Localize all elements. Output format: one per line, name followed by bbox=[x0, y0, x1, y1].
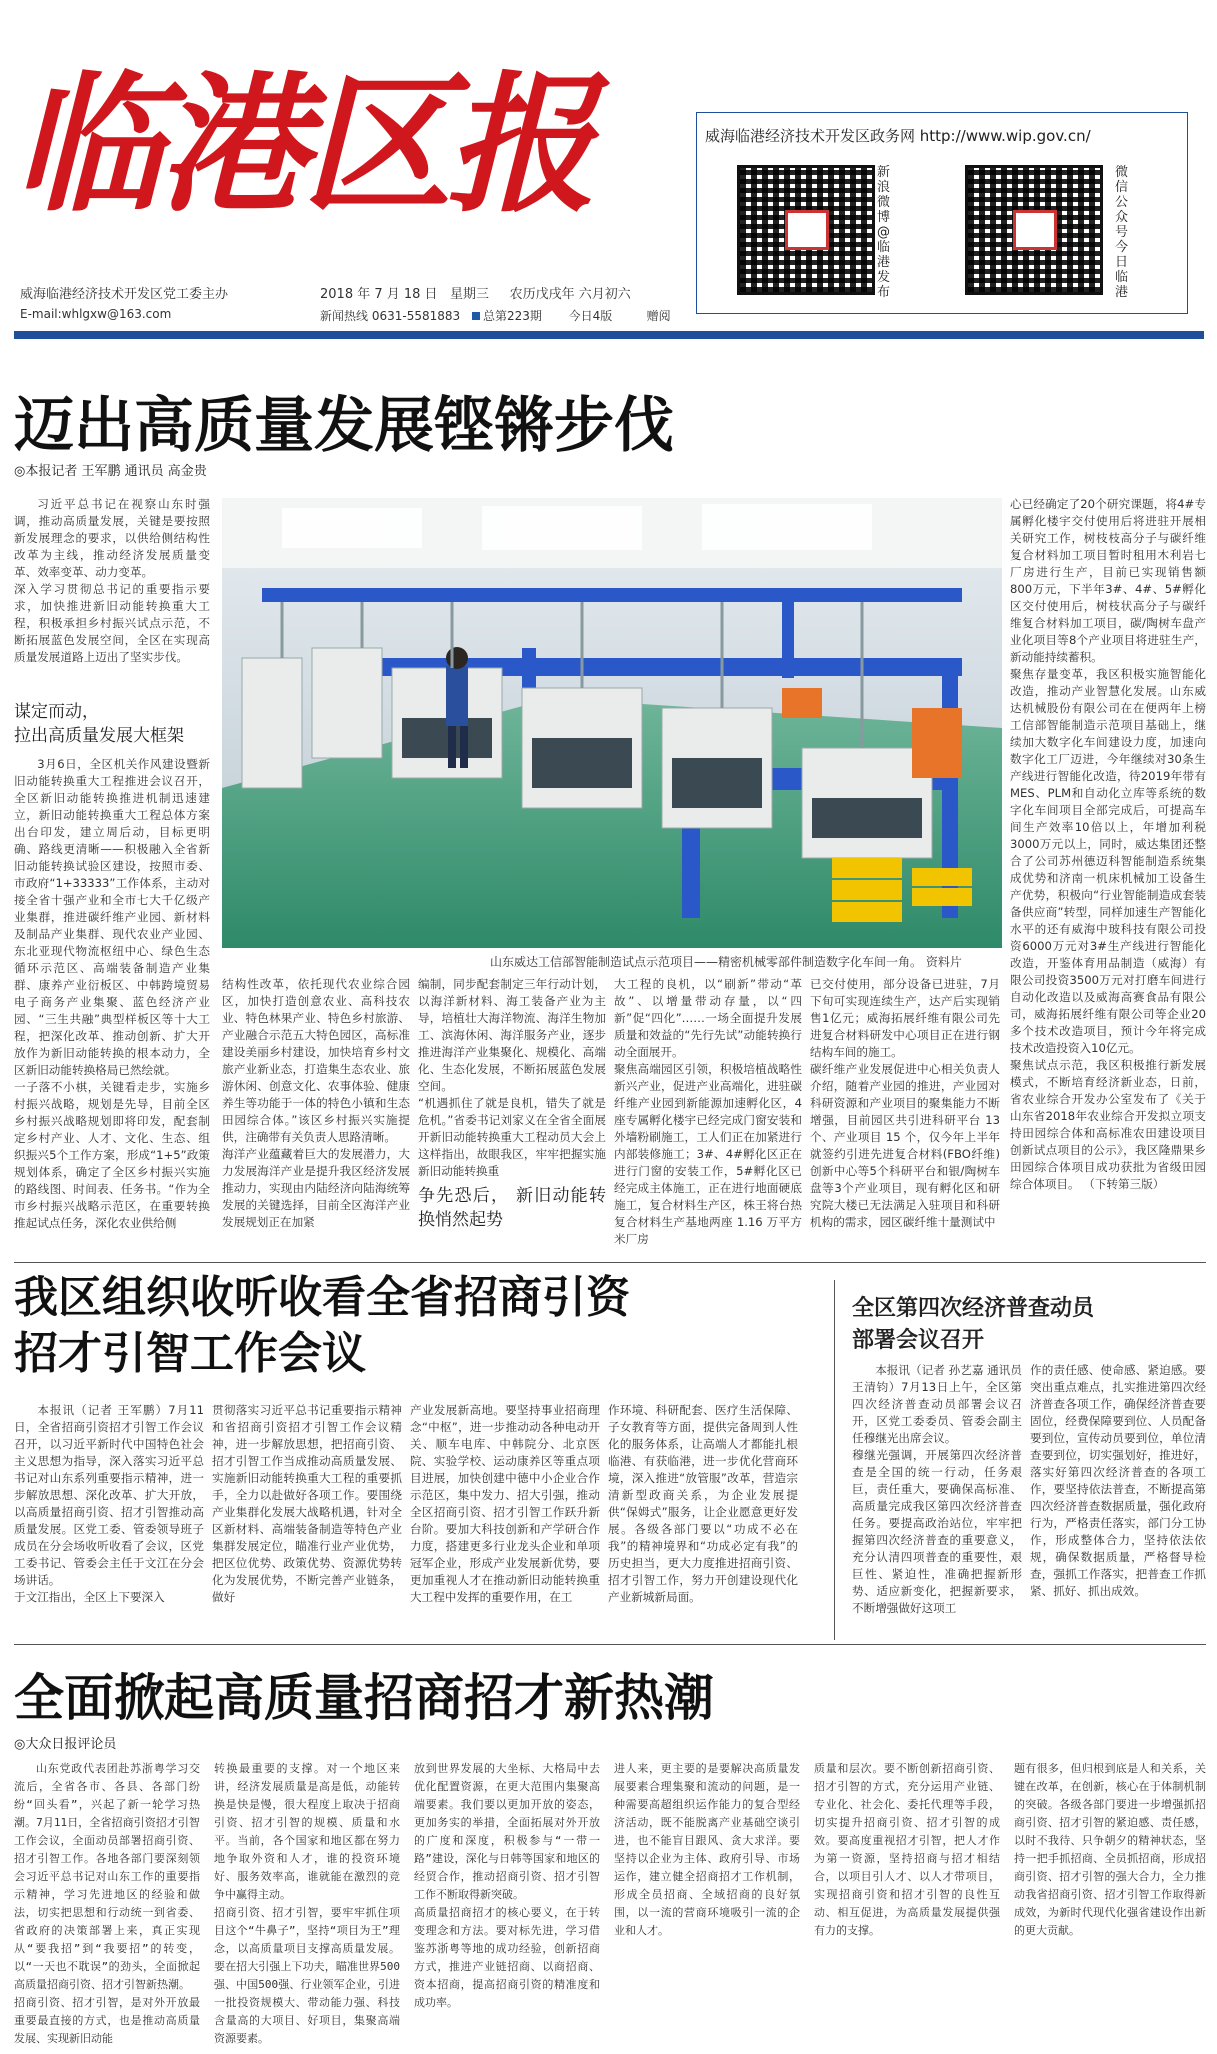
article4-col-c-wrap bbox=[414, 1760, 600, 2050]
article4-col-e: 质量和层次。要不断创新招商引资、招才引智的方式，充分运用产业链、专业化、社会化、委托代理等手段，切实提升招商引资、招才引智的成效。要高度重视招才引智，把人才作为第一资源，坚持招商与招才相结合，以项目引人才、以人才带项目，实现招商引资和招才引智的良性互动、相互促进，为高质量发展提供强有力的支撑。 bbox=[814, 1762, 1000, 1937]
article3-col-a: 本报讯（记者 孙艺嘉 通讯员 王清钧）7月13日上午，全区第四次经济普查动员部署会议召开，区党工委委员、管委会副主任穆继光出席会议。 穆继光强调，开展第四次经济普查是全国的统一行动，任务艰巨，责任重大，要确保高标准、高质量完成我区第四次经济普查任务。要提高政治站位，牢牢把握第四次经济普查的重要意义，充分认清四项普查的重要性，艰巨性、紧迫性，准确把握新形势、适应新变化，把握新要求，不断增强做好这项工 bbox=[852, 1363, 1022, 1615]
article2-col-c: 产业发展新高地。要坚持事业招商理念“中枢”，进一步推动动各种电动开关、顺车电库、中韩院分、北京医院、实验学校、运动康养区等重点项目进展，加快创建中德中小企业合作示范区，集中发力、招大引强，推动全区招商引资、招才引智工作跃升新台阶。要加大科技创新和产学研合作力度，搭建更多行业龙头企业和单项冠军企业，形成产业发展新优势，要更加重视人才在推动新旧动能转换重大工程中发挥的重要作用，在工 bbox=[410, 1403, 600, 1604]
factory-workshop-photo bbox=[222, 498, 1002, 948]
article2-col-d-wrap bbox=[608, 1402, 798, 1634]
article1-col-e-wrap bbox=[614, 976, 802, 1266]
article2-col-a: 本报讯（记者 王军鹏）7月11日，全省招商引资招才引智工作会议召开，以习近平新时代中国特色社会主义思想为指导，深入落实习近平总书记对山东系列重要指示精神，进一步解放思想、深化改革、扩大开放，以高质量招商引资、招才引智推动高质量发展。区党工委、管委领导班子成员在分会场收听收看了会议，区党工委书记、管委会主任于文江在分会场讲话。 于文江指出，全区上下要深入 bbox=[14, 1403, 204, 1604]
article3-col-b: 作的责任感、使命感、紧迫感。要突出重点难点，扎实推进第四次经济普查各项工作，确保经济普查要固位，经费保障要到位、人员配备要到位，宣传动员要到位，单位清查要到位，切实强划好，推进好，落实好第四次经济普查的各项工作，要坚持依法普查，不断提高第四次经济普查数据质量，强化政府行为，严格责任落实，部门分工协作，形成整体合力，坚持依法依规，确保数据质量，严格督导检查，强抓工作落实，把普查工作抓紧、抓好、抓出成效。 bbox=[1030, 1363, 1206, 1598]
article1-col-f-wrap bbox=[810, 976, 1000, 1266]
article1-intro bbox=[14, 496, 210, 686]
square-bullet-icon bbox=[472, 312, 480, 320]
article2-col-a-wrap bbox=[14, 1402, 204, 1634]
lunar-date: 农历戊戌年 六月初六 bbox=[509, 287, 631, 302]
issue-weekday: 星期三 bbox=[449, 287, 489, 302]
issue-date: 2018 年 7 月 18 日 bbox=[320, 287, 438, 302]
contact-email: E-mail:whlgxw@163.com bbox=[20, 307, 172, 321]
article2-headline: 我区组织收听收看全省招商引资 招才引智工作会议 bbox=[14, 1272, 630, 1379]
issue-date-line bbox=[320, 283, 631, 302]
hotline-line bbox=[320, 307, 671, 324]
article1-col-d: 编制，同步配套制定三年行动计划，以海洋新材料、海工装备产业为主导，培植壮大海洋物流、海洋生物加工、滨海休闲、海洋服务产业，逐步推进海洋产业集聚化、规模化、高端化、生态化发展，不断拓展蓝色发展空间。 “机遇抓住了就是良机，错失了就是危机。”省委书记刘家义在全省全面展开新旧动能转换重大工程动员大会上这样指出，故眼我区，牢牢把握实施新旧动能转换重 bbox=[418, 977, 606, 1178]
article4-byline: ◎大众日报评论员 bbox=[14, 1737, 117, 1752]
masthead-divider bbox=[14, 331, 1204, 339]
article1-col-b: 3月6日，全区机关作风建设暨新旧动能转换重大工程推进会议召开，全区新旧动能转换推进机制迅速建立，新旧动能转换重大工程总体方案出台印发，建立周后动，目标更明确、路线更清晰——积极融入全省新旧动能转换试验区建设，按照市委、市政府“1+33333”工作体系，主动对接全省十强产业和全市七大千亿级产业集群，推进碳纤维产业园、新材料及制品产业集群、现代农业产业园、东北亚现代物流枢纽中心、绿色生态循环示范区、高端装备制造产业集群、康养产业衍板区、中韩跨境贸易电子商务产业集聚、蓝色经济产业园、“三生共融”典型样板区等十大工程，把深化改革、推动创新、扩大开放作为新旧动能转换的根本动力，全区新旧动能转换格局已然绘就。 一子落不小棋，关键看走步，实施乡村振兴战略，规划是先导，目前全区乡村振兴战略规划即将印发，配套制定乡村产业、人才、文化、生态、组织振兴5个工作方案，形成“1+5”政策规划体系，确定了全区乡村振兴实施的路线图、时间表、任务书。“作为全市乡村振兴战略示范区，在重要转换推起试点任务，深化农业供给侧 bbox=[14, 757, 210, 1230]
article1-subhead1: 谋定而动， 拉出高质量发展大框架 bbox=[14, 702, 184, 746]
page-count: 今日4版 bbox=[568, 309, 613, 323]
article4-col-b-wrap bbox=[214, 1760, 400, 2050]
publisher-org: 威海临港经济技术开发区党工委主办 bbox=[20, 287, 229, 302]
qr-code-panel bbox=[696, 112, 1188, 314]
article2-col-b-wrap bbox=[212, 1402, 402, 1634]
article2-col-c-wrap bbox=[410, 1402, 600, 1634]
issue-number: 总第223期 bbox=[482, 309, 542, 323]
wechat-qr-code-icon[interactable] bbox=[965, 165, 1103, 295]
article4-col-d: 进人来，更主要的是要解决高质量发展要素合理集聚和流动的问题，是一种需要高超组织运作能力的复合型经济活动，既不能脱离产业基础空谈引进，也不能盲目跟风、贪大求洋。要坚持以企业为主体、政府引导、市场运作，建立健全招商招才工作机制，形成全员招商、全域招商的良好氛围，以一流的营商环境吸引一流的企业和人才。 bbox=[614, 1762, 800, 1937]
article1-col-f: 已交付使用，部分设备已进驻，7月下旬可实现连续生产，达产后实现销售1亿元；威海拓展纤维有限公司先进复合材料研发中心项目正在进行钢结构车间的施工。 碳纤维产业发展促进中心相关负责人介绍，随着产业园的推进，产业园对科研资源和产业项目的聚集能力不断增强，目前园区共引进科研平台 13 个、产业项目 15 个，仅今年上半年就签约引进先进复合材料(FBO纤维)创新中心等5个科研平台和银/陶树车盘等3个产业项目，现有孵化区和研究院大楼已无法满足入驻项目和科研机构的需求，园区碳纤维十量测试中 bbox=[810, 977, 1000, 1229]
article1-headline: 迈出高质量发展铿锵步伐 bbox=[14, 391, 674, 461]
article1-col-e: 大工程的良机，以“刷新”带动“革故”、以增量带动存量，以“四新”促“四化”……一场全面提升发展质量和效益的“先行先试”动能转换行动全面展开。 聚焦高端园区引领，积极培植战略性新兴产业，促进产业高端化，进驻碳纤维产业园到新能源加速孵化区，4座专属孵化楼宇已经完成门窗安装和外墙粉刷施工，工人们正在加紧进行内部装修施工；3#、4#孵化区正在进行门窗的安装工作，5#孵化区已经完成主体施工，正在进行地面硬底施工，复合材料生产区，株王将台热复合材料生产基地两座 1.16 万平方米厂房 bbox=[614, 977, 802, 1246]
article1-col-c-wrap bbox=[222, 976, 410, 1266]
wechat-qr-label: 微信公众号今日临港 bbox=[1115, 165, 1129, 300]
article1-section1 bbox=[14, 690, 210, 1290]
article1-col-a: 习近平总书记在视察山东时强调，推动高质量发展，关键是要按照新发展理念的要求，以供给侧结构性改革为主线，推动经济发展质量变革、效率变革、动力变革。 深入学习贯彻总书记的重要指示要求，加快推进新旧动能转换重大工程，积极承担乡村振兴试点示范，不断拓展蓝色发展空间，全区在实现高质量发展道路上迈出了坚实步伐。 bbox=[14, 497, 210, 664]
hotline-label: 新闻热线 bbox=[320, 309, 369, 323]
factory-photo-illustration bbox=[222, 498, 1002, 948]
article1-col-g: 心已经确定了20个研究课题，将4#专属孵化楼宇交付使用后将进驻开展相关研究工作，树枝枝高分子与碳纤维复合材料加工项目暂时租用木利岩七厂房进行生产，目前已实现销售额800万元，下半年3#、4#、5#孵化区交付使用后，树枝状高分子与碳纤维复合材料加工项目，碳/陶树车盘产业化项目等8个产业项目将进驻生产，新动能持续蓄积。 聚焦存量变革，我区积极实施智能化改造，推动产业智慧化发展。山东威达机械股份有限公司在在便两年上榜工信部智能制造示范项目基础上，继续加大数字化车间建设力度，加速向数字化工厂迈进，今年继续对30条生产线进行智能化改造，待2019年带有MES、PLM和自动化立库等系统的数字化车间项目全部完成后，可提高车间生产效率10倍以上，年增加利税3000万元以上，同时，威达集团还整合了公司苏州德迈科智能制造系统集成优势和济南一机床机械加工设备生产优势，积极向“行业智能制造成套装备供应商”转型，同样加速生产智能化水平的还有威海中玻科技有限公司投资6000万元对3#生产线进行智能化改造，开鉴体育用品制造（威海）有限公司投资3500万元对打磨车间进行自动化改造以及威海高赛食品有限公司，威海拓展纤维有限公司等企业20多个技术改造项目，预计今年将完成技术改造投资入10亿元。 聚焦试点示范，我区积极推行新发展模式，不断培育经济新业态，日前，省农业综合开发办公室发布了《关于山东省2018年农业综合开发拟立项支持田园综合体和高标准农田建设项目创新试点项目的公示》，我区隆鼎果乡田园综合体项目成功获批为省级田园综合体项目。 （下转第三版） bbox=[1010, 497, 1206, 1191]
article1-col-d-wrap bbox=[418, 976, 606, 1266]
photo-caption: 山东威达工信部智能制造试点示范项目——精密机械零部件制造数字化车间一角。 资料片 bbox=[490, 955, 962, 969]
hotline-number: 0631-5581883 bbox=[371, 309, 461, 323]
section-divider-2 bbox=[14, 1644, 1206, 1645]
article1-subhead2: 争先恐后， 新旧动能转换悄然起势 bbox=[418, 1186, 606, 1230]
weibo-qr-label: 新浪微博@临港发布 bbox=[877, 165, 891, 300]
article1-right-column bbox=[1010, 496, 1206, 1266]
free-copy: 赠阅 bbox=[646, 309, 671, 323]
article1-byline: ◎本报记者 王军鹏 通讯员 高金贵 bbox=[14, 464, 207, 479]
article4-col-d-wrap bbox=[614, 1760, 800, 2050]
article4-col-e-wrap bbox=[814, 1760, 1000, 2050]
article4-headline: 全面掀起高质量招商招才新热潮 bbox=[14, 1668, 714, 1727]
article3-col-a-wrap bbox=[852, 1362, 1022, 1634]
column-divider bbox=[834, 1280, 835, 1640]
article3-headline: 全区第四次经济普查动员 部署会议召开 bbox=[852, 1295, 1095, 1353]
article4-col-b: 转换最重要的支撑。对一个地区来讲，经济发展质量是高是低，动能转换是快是慢，很大程度上取决于招商引资、招才引智的规模、质量和水平。当前，各个国家和地区都在努力地争取外资和人才，谁的投资环境好、服务效率高，谁就能在激烈的竞争中赢得主动。 招商引资、招才引智，要牢牢抓住项目这个“牛鼻子”，坚持“项目为王”理念，以高质量项目支撑高质量发展。要在招大引强上下功夫，瞄准世界500强、中国500强、行业领军企业，引进一批投资规模大、带动能力强、科技含量高的大项目、好项目，集聚高端资源要素。 bbox=[214, 1762, 400, 2045]
article4-col-f-wrap bbox=[1014, 1760, 1206, 2050]
article2-col-b: 贯彻落实习近平总书记重要指示精神和省招商引资招才引智工作会议精神，进一步解放思想，把招商引资、招才引智工作当成推动高质量发展、实施新旧动能转换重大工程的重要抓手，全力以赴做好各项工作。要围绕产业集群化发展大战略机遇，针对全区新材料、高端装备制造等特色产业集群发展定位，瞄准行业产业优势，把区位优势、政策优势、资源优势转化为发展优势，不断完善产业链条，做好 bbox=[212, 1403, 402, 1604]
weibo-qr-code-icon[interactable] bbox=[737, 165, 875, 295]
article4-col-a: 山东党政代表团赴苏浙粤学习交流后，全省各市、各县、各部门纷纷“回头看”，兴起了新一轮学习热潮。7月11日，全省招商引资招才引智工作会议，全面动员部署招商引资、招才引智工作。各地各部门要深刻领会习近平总书记对山东工作的重要指示精神，学习先进地区的经验和做法，切实把思想和行动统一到省委、省政府的决策部署上来，真正实现从“要我招”到“我要招”的转变，以“一天也不耽误”的劲头，全面掀起高质量招商引资、招才引智新热潮。 招商引资、招才引智，是对外开放最重要最直接的方式，也是推动高质量发展、实现新旧动能 bbox=[14, 1762, 200, 2045]
newspaper-title: 临港区报 bbox=[14, 57, 591, 233]
article2-col-d: 作环境、科研配套、医疗生活保障、子女教育等方面，提供完备周到人性化的服务体系，让高端人才都能扎根临港、有获临港，进一步优化营商环境，深入推进“放管服”改革，营造宗清新型政商关系，为企业发展提供“保姆式”服务，让企业愿意更好发展。各级各部门要以“功成不必在我”的精神境界和“功成必定有我”的历史担当，更大力度推进招商引资、招才引智工作，努力开创建设现代化产业新城新局面。 bbox=[608, 1403, 798, 1604]
article4-col-c: 放到世界发展的大坐标、大格局中去优化配置资源，在更大范围内集聚高端要素。我们要以更加开放的姿态，更加务实的举措，全面拓展对外开放的广度和深度，积极参与“一带一路”建设，深化与日韩等国家和地区的经贸合作，推动招商引资、招才引智工作不断取得新突破。 高质量招商招才的核心要义，在于转变理念和方法。要对标先进，学习借鉴苏浙粤等地的成功经验，创新招商方式，推进产业链招商、以商招商、资本招商，提高招商引资的精准度和成功率。 bbox=[414, 1762, 600, 2009]
article3-col-b-wrap bbox=[1030, 1362, 1206, 1634]
article4-col-a-wrap bbox=[14, 1760, 200, 2050]
article1-col-c: 结构性改革，依托现代农业综合园区，加快打造创意农业、高科技农业、特色林果产业、特色乡村旅游、产业融合示范五大特色园区，高标准建设美丽乡村建设，加快培育乡村文旅产业新业态，打造集生态农业、旅游休闲、创意文化、农事体验、健康养生等功能于一体的特色小镇和生态田园综合体。”该区乡村振兴实施提供，注确带有关负责人思路清晰。 海洋产业蕴藏着巨大的发展潜力，大力发展海洋产业是提升我区经济发展推动力，实现由内陆经济向陆海统筹发展的关键选择，目前全区海洋产业发展规划正在加紧 bbox=[222, 977, 410, 1229]
masthead bbox=[14, 57, 694, 275]
gov-site-text: 威海临港经济技术开发区政务网 http://www.wip.gov.cn/ bbox=[705, 127, 1091, 145]
article4-col-f: 题有很多，但归根到底是人和关系，关键在改革，在创新，核心在于体制机制的突破。各级各部门要进一步增强抓招商引资、招才引智的紧迫感、责任感，以时不我待、只争朝夕的精神状态，坚持一把手抓招商、全员抓招商，形成招商引资、招才引智的强大合力，全力推动我省招商引资、招才引智工作取得新成效，为新时代现代化强省建设作出新的更大贡献。 bbox=[1014, 1762, 1206, 1937]
section-divider bbox=[14, 1262, 1206, 1263]
